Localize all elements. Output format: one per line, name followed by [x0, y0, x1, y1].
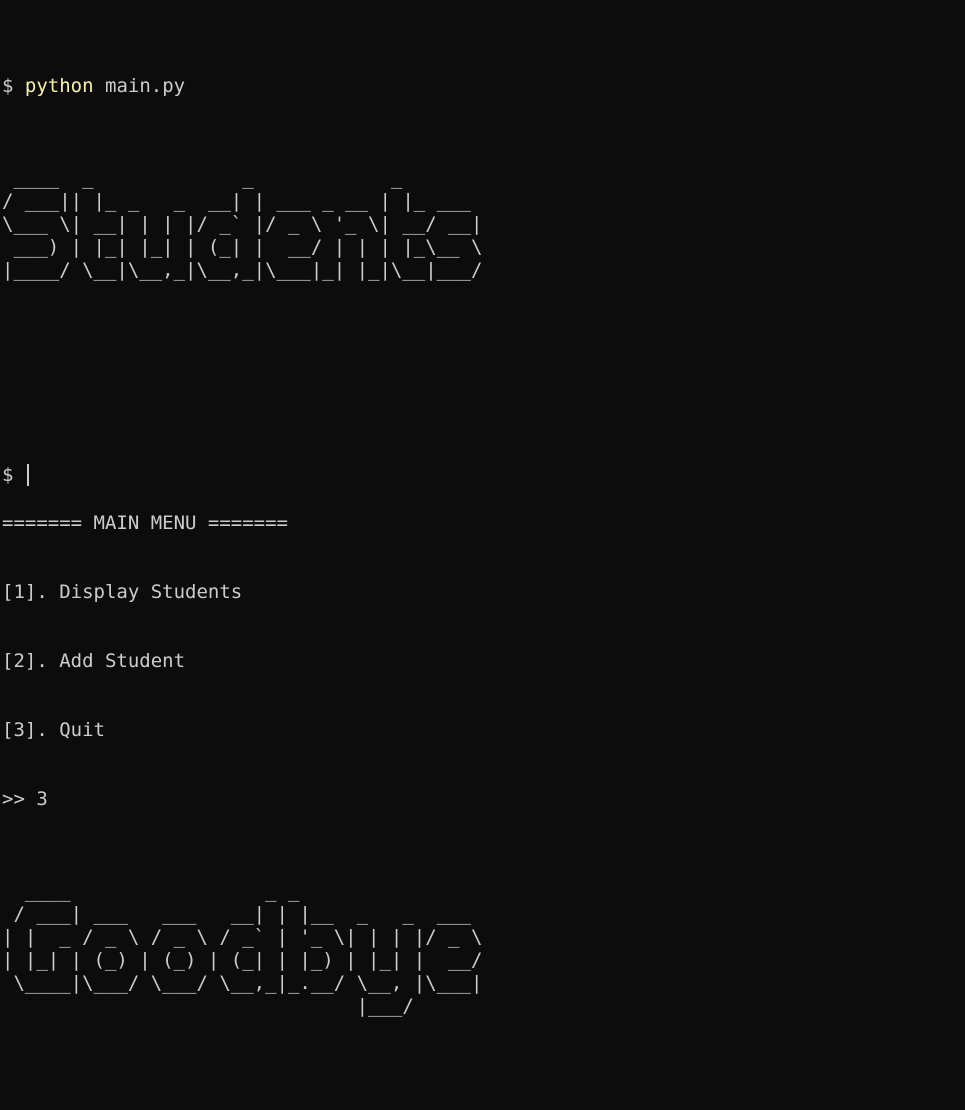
blank-line	[2, 351, 965, 374]
text-cursor	[27, 464, 29, 486]
prompt-symbol: $	[2, 75, 14, 97]
final-prompt-symbol: $	[2, 464, 14, 486]
input-prompt-line[interactable]	[2, 464, 29, 487]
menu-input-line: >> 3	[2, 788, 48, 810]
command-program: python	[24, 75, 94, 97]
students-ascii-banner: ____ _ _ _ / ___|| |_ _ _ __| | ___ _ __ | |_ ___ \___ \| __| | | |/ _` |/ _ \ '_ \| __/ __| ___) | |_| |_| | (_| | __/ | | | |_\__ \ |____/ \__|\__,_|\__,_|\___|_| |_|\__|___/	[2, 167, 483, 281]
blank-line	[2, 420, 965, 443]
goodbye-ascii-banner: ____ _ _ / ___| ___ ___ __| | |__ _ _ ___ | | _ / _ \ / _ \ / _` | '_ \| | | |/ _ \ | |_| | (_) | (_) | (_| | |_) | |_| | __/ \____|\___/ \___/ \__,_|_.__/ \__, |\___| |___/	[2, 880, 483, 1017]
command-line	[2, 75, 965, 98]
menu-option-add-student: [2]. Add Student	[2, 650, 186, 672]
menu-option-display-students: [1]. Display Students	[2, 581, 243, 603]
menu-title: ======= MAIN MENU =======	[2, 512, 288, 534]
menu-option-quit: [3]. Quit	[2, 719, 105, 741]
command-args: main.py	[105, 75, 186, 97]
